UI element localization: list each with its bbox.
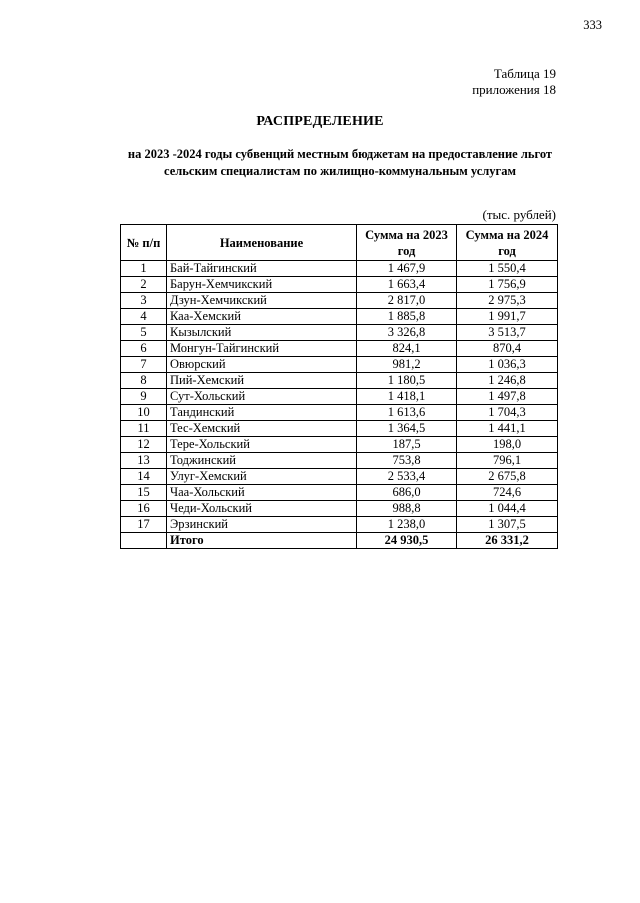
- document-subtitle: на 2023 -2024 годы субвенций местным бюджетам на предоставление льгот сельским специалистам по жилищно-коммунальным услугам: [127, 147, 553, 178]
- table-row: [121, 277, 558, 293]
- cell-sum-2023: 686,0: [357, 485, 457, 501]
- cell-name: Дзун-Хемчикский: [167, 293, 357, 309]
- cell-name: Тес-Хемский: [167, 421, 357, 437]
- header-name: Наименование: [167, 225, 357, 261]
- cell-sum-2023: 1 418,1: [357, 389, 457, 405]
- cell-sum-2023: 2 817,0: [357, 293, 457, 309]
- cell-num: 15: [121, 485, 167, 501]
- table-row: [121, 357, 558, 373]
- cell-sum-2024: 1 441,1: [457, 421, 558, 437]
- cell-sum-2023: 981,2: [357, 357, 457, 373]
- cell-sum-2024: 1 044,4: [457, 501, 558, 517]
- table-row: [121, 293, 558, 309]
- cell-sum-2023: 1 613,6: [357, 405, 457, 421]
- table-row: [121, 421, 558, 437]
- cell-sum-2024: 796,1: [457, 453, 558, 469]
- cell-name: Бай-Тайгинский: [167, 261, 357, 277]
- header-num: № п/п: [121, 225, 167, 261]
- cell-sum-2024: 3 513,7: [457, 325, 558, 341]
- cell-num: 7: [121, 357, 167, 373]
- cell-num: 14: [121, 469, 167, 485]
- cell-sum-2024: 1 036,3: [457, 357, 558, 373]
- table-row: [121, 341, 558, 357]
- cell-num: 3: [121, 293, 167, 309]
- cell-sum-2024: 2 675,8: [457, 469, 558, 485]
- table-row: [121, 373, 558, 389]
- table-row: [121, 437, 558, 453]
- cell-sum-2024: 2 975,3: [457, 293, 558, 309]
- cell-sum-2023: 187,5: [357, 437, 457, 453]
- table-row: [121, 261, 558, 277]
- page-number: 333: [583, 18, 602, 32]
- table-row: [121, 405, 558, 421]
- cell-num: 2: [121, 277, 167, 293]
- cell-name: Каа-Хемский: [167, 309, 357, 325]
- cell-name: Сут-Хольский: [167, 389, 357, 405]
- table-header-row: [121, 225, 558, 261]
- cell-name: Улуг-Хемский: [167, 469, 357, 485]
- cell-sum-2024: 1 991,7: [457, 309, 558, 325]
- table-reference-line1: Таблица 19: [493, 66, 556, 81]
- cell-sum-2023: 3 326,8: [357, 325, 457, 341]
- cell-sum-2023: 1 180,5: [357, 373, 457, 389]
- cell-sum-2023: 1 467,9: [357, 261, 457, 277]
- cell-sum-2023: 1 364,5: [357, 421, 457, 437]
- cell-total-num: [121, 533, 167, 549]
- document-title: РАСПРЕДЕЛЕНИЕ: [256, 114, 384, 129]
- table-row: [121, 517, 558, 533]
- cell-name: Эрзинский: [167, 517, 357, 533]
- cell-sum-2023: 988,8: [357, 501, 457, 517]
- cell-sum-2024: 1 307,5: [457, 517, 558, 533]
- cell-sum-2023: 1 238,0: [357, 517, 457, 533]
- units-label: (тыс. рублей): [482, 207, 556, 222]
- cell-name: Овюрский: [167, 357, 357, 373]
- table-row: [121, 485, 558, 501]
- cell-name: Тоджинский: [167, 453, 357, 469]
- cell-sum-2023: 1 885,8: [357, 309, 457, 325]
- cell-name: Пий-Хемский: [167, 373, 357, 389]
- distribution-table: [120, 224, 558, 549]
- table-reference: [472, 66, 556, 98]
- cell-sum-2024: 1 246,8: [457, 373, 558, 389]
- cell-num: 11: [121, 421, 167, 437]
- table-row: [121, 309, 558, 325]
- cell-num: 8: [121, 373, 167, 389]
- cell-num: 6: [121, 341, 167, 357]
- cell-num: 12: [121, 437, 167, 453]
- cell-num: 13: [121, 453, 167, 469]
- cell-num: 17: [121, 517, 167, 533]
- table-reference-line2: приложения 18: [472, 82, 556, 97]
- cell-sum-2023: 753,8: [357, 453, 457, 469]
- cell-sum-2023: 1 663,4: [357, 277, 457, 293]
- cell-name: Тандинский: [167, 405, 357, 421]
- cell-sum-2024: 1 756,9: [457, 277, 558, 293]
- cell-num: 10: [121, 405, 167, 421]
- cell-name: Монгун-Тайгинский: [167, 341, 357, 357]
- cell-name: Кызылский: [167, 325, 357, 341]
- table-row: [121, 501, 558, 517]
- table-row: [121, 389, 558, 405]
- cell-total-label: Итого: [167, 533, 357, 549]
- cell-name: Чаа-Хольский: [167, 485, 357, 501]
- cell-num: 1: [121, 261, 167, 277]
- header-sum-2023: Сумма на 2023 год: [357, 225, 457, 261]
- cell-name: Тере-Хольский: [167, 437, 357, 453]
- cell-name: Барун-Хемчикский: [167, 277, 357, 293]
- table-total-row: [121, 533, 558, 549]
- cell-sum-2024: 724,6: [457, 485, 558, 501]
- cell-name: Чеди-Хольский: [167, 501, 357, 517]
- cell-sum-2024: 198,0: [457, 437, 558, 453]
- cell-sum-2023: 824,1: [357, 341, 457, 357]
- cell-sum-2024: 870,4: [457, 341, 558, 357]
- cell-num: 5: [121, 325, 167, 341]
- cell-num: 4: [121, 309, 167, 325]
- cell-sum-2023: 2 533,4: [357, 469, 457, 485]
- table-row: [121, 325, 558, 341]
- table-row: [121, 469, 558, 485]
- header-sum-2024: Сумма на 2024 год: [457, 225, 558, 261]
- cell-total-sum-2023: 24 930,5: [357, 533, 457, 549]
- cell-total-sum-2024: 26 331,2: [457, 533, 558, 549]
- cell-num: 16: [121, 501, 167, 517]
- cell-num: 9: [121, 389, 167, 405]
- cell-sum-2024: 1 704,3: [457, 405, 558, 421]
- cell-sum-2024: 1 497,8: [457, 389, 558, 405]
- table-row: [121, 453, 558, 469]
- cell-sum-2024: 1 550,4: [457, 261, 558, 277]
- table-body: [121, 261, 558, 549]
